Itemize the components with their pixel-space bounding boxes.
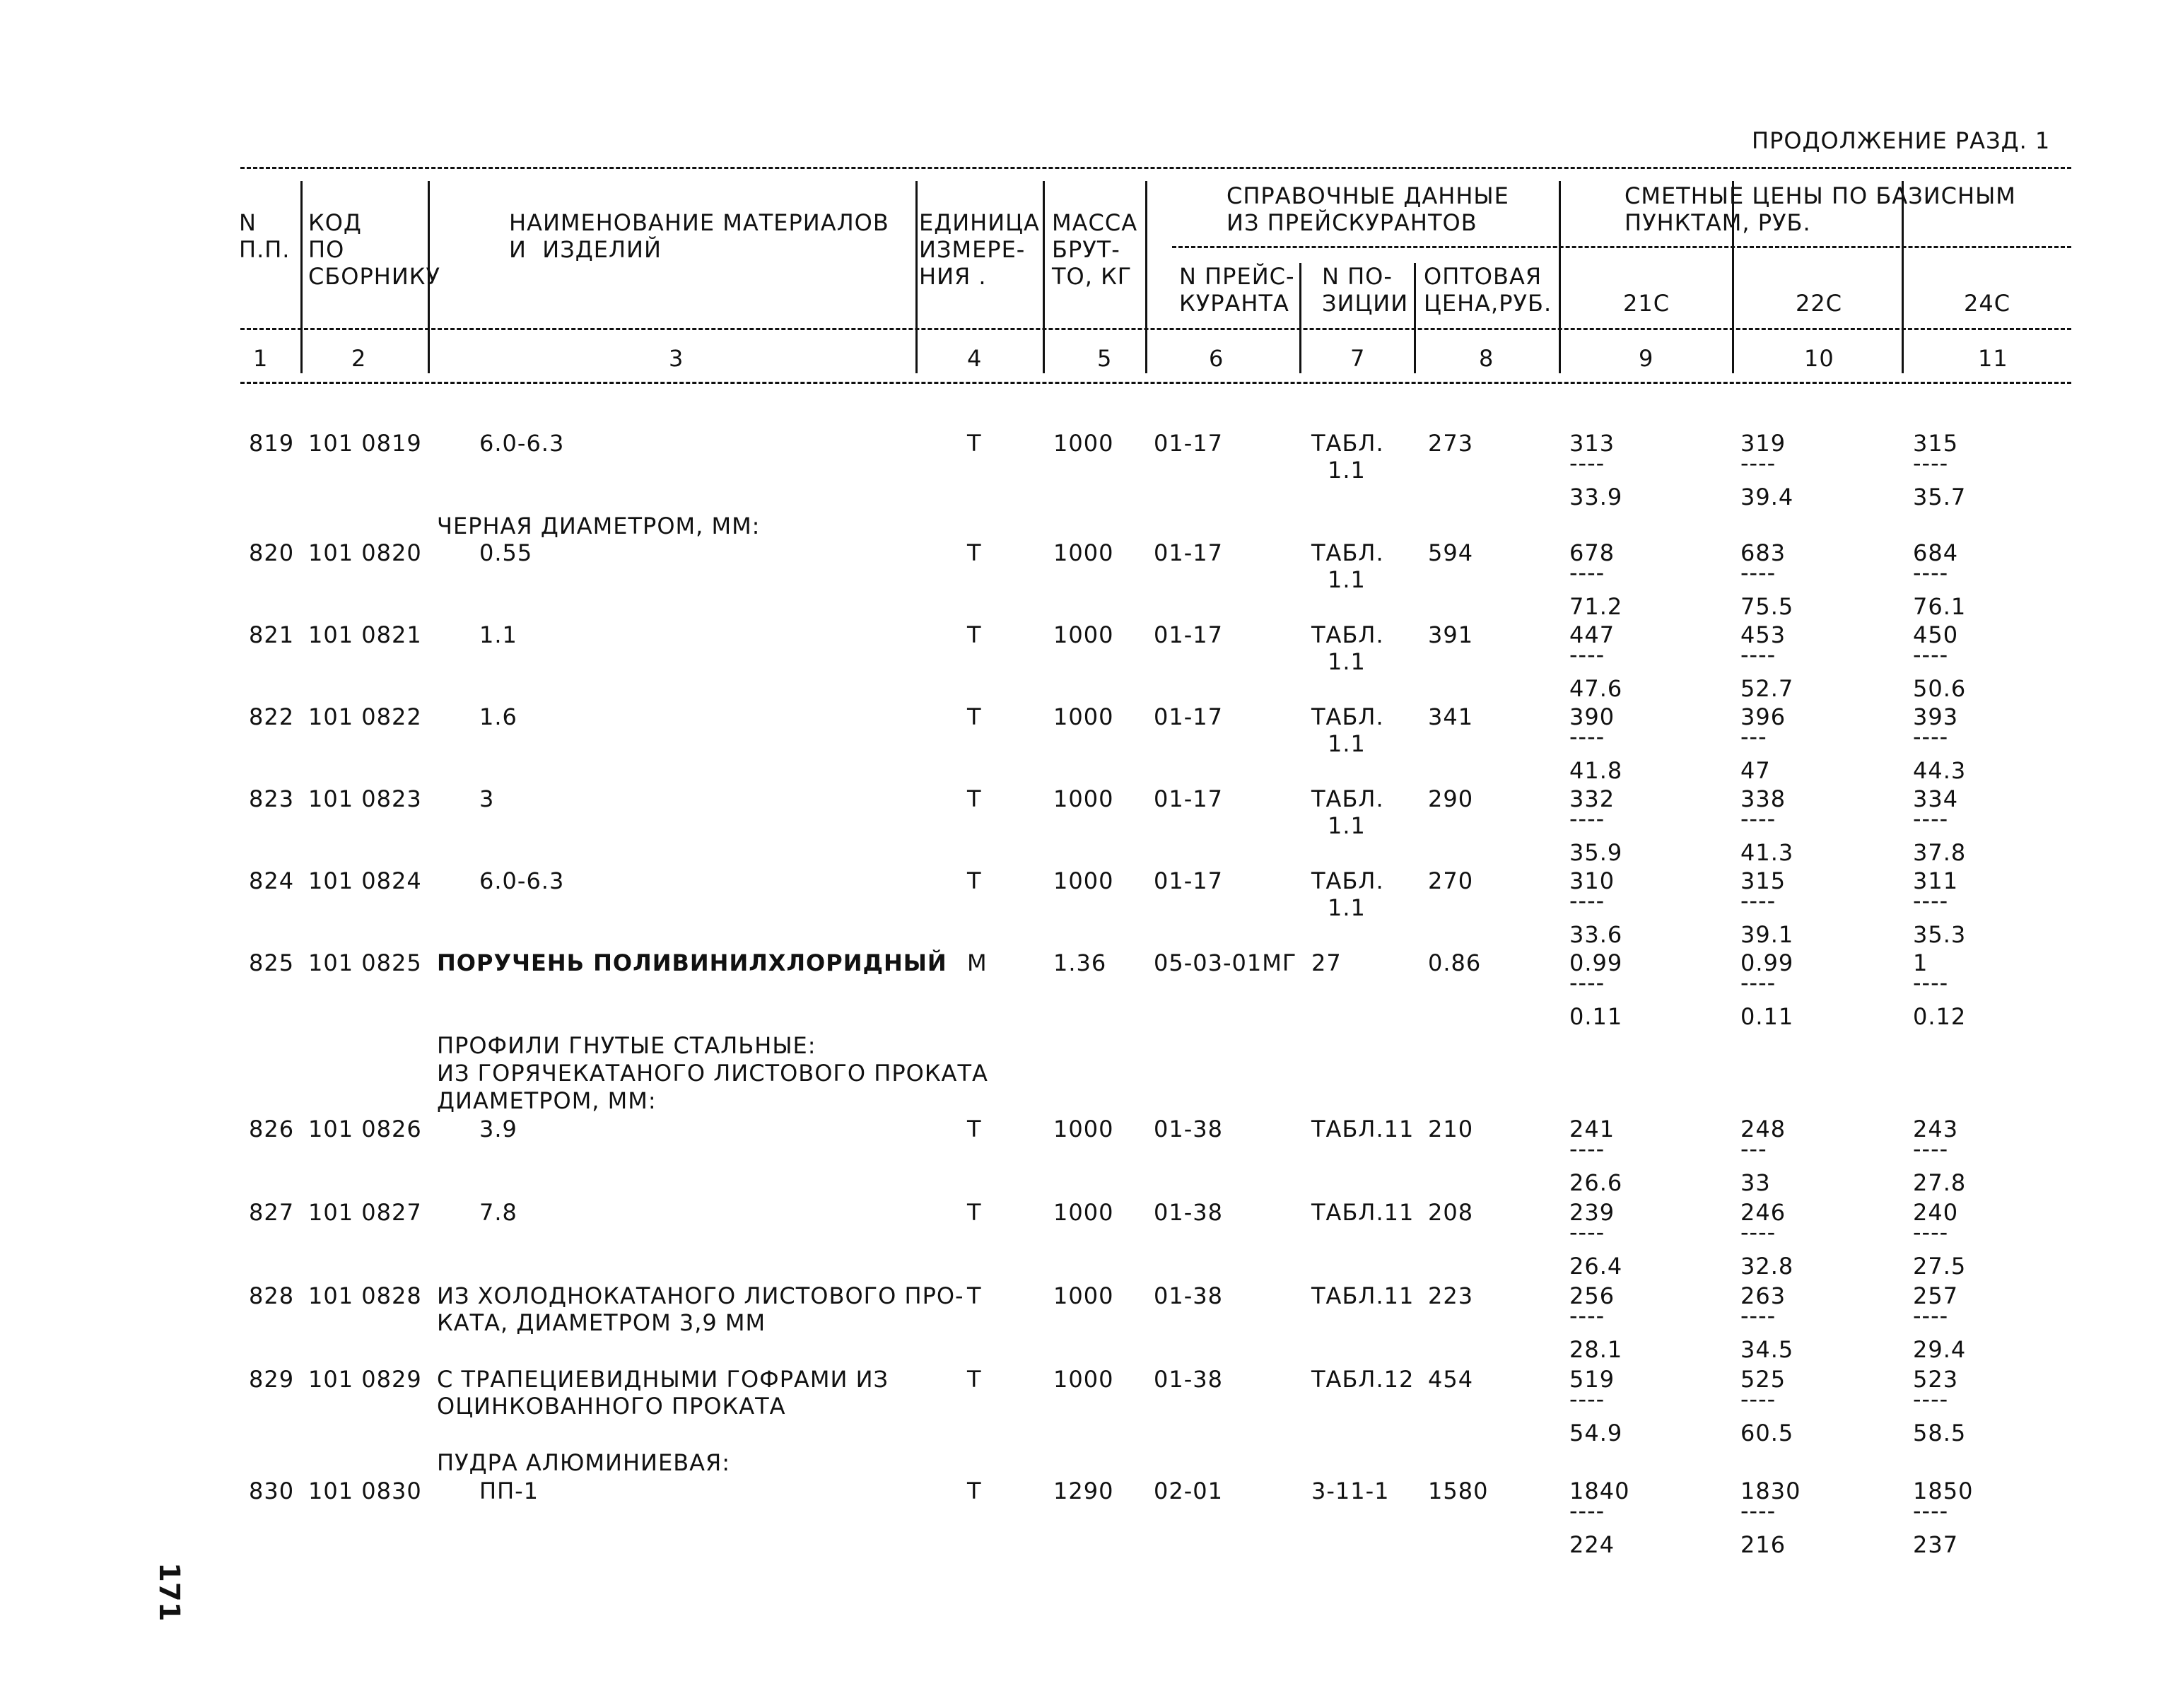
fraction-bar: ---- bbox=[1913, 969, 1949, 996]
row-wholesale-price: 208 bbox=[1428, 1199, 1474, 1226]
fraction-bar: ---- bbox=[1569, 1219, 1605, 1246]
estimate-transport-24: 237 bbox=[1913, 1531, 1959, 1558]
estimate-transport-22: 41.3 bbox=[1740, 839, 1794, 866]
estimate-transport-24: 29.4 bbox=[1913, 1336, 1967, 1363]
column-number: 3 bbox=[669, 345, 684, 372]
fraction-bar: ---- bbox=[1740, 641, 1776, 668]
row-unit: Т bbox=[967, 1366, 982, 1393]
row-name: ОЦИНКОВАННОГО ПРОКАТА bbox=[437, 1393, 786, 1420]
fraction-bar: ---- bbox=[1740, 559, 1776, 586]
fraction-bar: ---- bbox=[1740, 1386, 1776, 1412]
estimate-transport-21: 47.6 bbox=[1569, 675, 1623, 702]
fraction-bar: ---- bbox=[1569, 450, 1605, 476]
row-price-list: 01-17 bbox=[1154, 539, 1223, 566]
row-price-list: 01-38 bbox=[1154, 1282, 1223, 1309]
fraction-bar: ---- bbox=[1569, 887, 1605, 914]
fraction-bar: ---- bbox=[1913, 641, 1949, 668]
header-21c: 21С bbox=[1623, 290, 1670, 317]
header-position: N ПО- bbox=[1322, 263, 1393, 290]
fraction-bar: ---- bbox=[1569, 723, 1605, 750]
section-heading: ПРОФИЛИ ГНУТЫЕ СТАЛЬНЫЕ: bbox=[437, 1032, 816, 1059]
estimate-price-24: 334 bbox=[1913, 785, 1959, 812]
row-unit: Т bbox=[967, 785, 982, 812]
column-number: 10 bbox=[1804, 345, 1834, 372]
row-position: ТАБЛ. bbox=[1311, 703, 1384, 730]
row-code: 101 0822 bbox=[308, 703, 422, 730]
row-code: 101 0824 bbox=[308, 867, 422, 894]
header-wholesale: ЦЕНА,РУБ. bbox=[1424, 290, 1552, 317]
fraction-bar: ---- bbox=[1913, 559, 1949, 586]
row-price-list: 01-38 bbox=[1154, 1199, 1223, 1226]
estimate-transport-21: 0.11 bbox=[1569, 1003, 1623, 1030]
row-position: 1.1 bbox=[1328, 566, 1366, 593]
estimate-transport-21: 41.8 bbox=[1569, 757, 1623, 784]
estimate-price-24: 523 bbox=[1913, 1366, 1959, 1393]
row-mass: 1290 bbox=[1053, 1478, 1114, 1504]
row-mass: 1000 bbox=[1053, 539, 1114, 566]
fraction-bar: ---- bbox=[1569, 1497, 1605, 1524]
estimate-price-21: 390 bbox=[1569, 703, 1615, 730]
estimate-price-21: 519 bbox=[1569, 1366, 1615, 1393]
row-unit: М bbox=[967, 949, 988, 976]
column-number: 9 bbox=[1639, 345, 1654, 372]
row-wholesale-price: 210 bbox=[1428, 1116, 1474, 1142]
estimate-price-22: 248 bbox=[1740, 1116, 1786, 1142]
estimate-price-24: 393 bbox=[1913, 703, 1959, 730]
row-name: 3 bbox=[479, 785, 495, 812]
estimate-transport-21: 224 bbox=[1569, 1531, 1615, 1558]
row-mass: 1000 bbox=[1053, 703, 1114, 730]
column-number: 2 bbox=[351, 345, 367, 372]
estimate-transport-24: 27.5 bbox=[1913, 1253, 1967, 1280]
header-reference-group: СПРАВОЧНЫЕ ДАННЫЕ bbox=[1227, 182, 1509, 209]
section-heading: ПУДРА АЛЮМИНИЕВАЯ: bbox=[437, 1449, 731, 1476]
estimate-transport-24: 27.8 bbox=[1913, 1169, 1967, 1196]
row-number: 823 bbox=[249, 785, 295, 812]
row-name: ПП-1 bbox=[479, 1478, 539, 1504]
fraction-bar: ---- bbox=[1740, 969, 1776, 996]
estimate-price-22: 319 bbox=[1740, 430, 1786, 457]
row-number: 830 bbox=[249, 1478, 295, 1504]
fraction-bar: ---- bbox=[1569, 1302, 1605, 1329]
row-number: 828 bbox=[249, 1282, 295, 1309]
row-price-list: 02-01 bbox=[1154, 1478, 1223, 1504]
column-number: 6 bbox=[1209, 345, 1224, 372]
header-mass: ТО, КГ bbox=[1052, 263, 1132, 290]
estimate-price-24: 243 bbox=[1913, 1116, 1959, 1142]
row-mass: 1000 bbox=[1053, 867, 1114, 894]
row-code: 101 0825 bbox=[308, 949, 422, 976]
row-position: 3-11-1 bbox=[1311, 1478, 1390, 1504]
row-wholesale-price: 454 bbox=[1428, 1366, 1474, 1393]
fraction-bar: ---- bbox=[1740, 1302, 1776, 1329]
estimate-transport-22: 0.11 bbox=[1740, 1003, 1794, 1030]
row-unit: Т bbox=[967, 1478, 982, 1504]
column-separator bbox=[1559, 181, 1561, 373]
estimate-transport-21: 26.6 bbox=[1569, 1169, 1623, 1196]
row-number: 824 bbox=[249, 867, 295, 894]
fraction-bar: ---- bbox=[1740, 805, 1776, 832]
header-code: КОД bbox=[308, 209, 362, 236]
header-mass: МАССА bbox=[1052, 209, 1138, 236]
estimate-price-21: 239 bbox=[1569, 1199, 1615, 1226]
row-mass: 1000 bbox=[1053, 621, 1114, 648]
row-price-list: 01-17 bbox=[1154, 703, 1223, 730]
row-mass: 1000 bbox=[1053, 1366, 1114, 1393]
row-mass: 1000 bbox=[1053, 785, 1114, 812]
section-heading: ДИАМЕТРОМ, ММ: bbox=[437, 1087, 657, 1114]
row-position: ТАБЛ. bbox=[1311, 621, 1384, 648]
header-pp: П.П. bbox=[239, 236, 291, 263]
row-mass: 1000 bbox=[1053, 1199, 1114, 1226]
estimate-price-24: 240 bbox=[1913, 1199, 1959, 1226]
fraction-bar: ---- bbox=[1740, 450, 1776, 476]
row-position: 1.1 bbox=[1328, 730, 1366, 757]
column-number: 11 bbox=[1978, 345, 2008, 372]
row-price-list: 01-38 bbox=[1154, 1366, 1223, 1393]
estimate-transport-22: 52.7 bbox=[1740, 675, 1794, 702]
row-price-list: 01-17 bbox=[1154, 867, 1223, 894]
column-separator bbox=[300, 181, 303, 373]
estimate-transport-24: 76.1 bbox=[1913, 593, 1967, 620]
estimate-transport-22: 47 bbox=[1740, 757, 1771, 784]
row-position: ТАБЛ. bbox=[1311, 785, 1384, 812]
row-position: 1.1 bbox=[1328, 457, 1366, 484]
estimate-price-21: 310 bbox=[1569, 867, 1615, 894]
row-code: 101 0820 bbox=[308, 539, 422, 566]
header-unit: ИЗМЕРЕ- bbox=[919, 236, 1026, 263]
fraction-bar: ---- bbox=[1913, 805, 1949, 832]
row-position: ТАБЛ. bbox=[1311, 539, 1384, 566]
header-price-group: СМЕТНЫЕ ЦЕНЫ ПО БАЗИСНЫМ bbox=[1624, 182, 2016, 209]
header-position: ЗИЦИИ bbox=[1322, 290, 1409, 317]
row-unit: Т bbox=[967, 703, 982, 730]
header-code: СБОРНИКУ bbox=[308, 263, 440, 290]
column-number: 8 bbox=[1479, 345, 1494, 372]
header-price-list: N ПРЕЙС- bbox=[1179, 263, 1295, 290]
estimate-price-24: 1850 bbox=[1913, 1478, 1974, 1504]
row-price-list: 01-17 bbox=[1154, 785, 1223, 812]
column-numbers-rule bbox=[240, 382, 2071, 384]
row-mass: 1000 bbox=[1053, 430, 1114, 457]
row-price-list: 01-38 bbox=[1154, 1116, 1223, 1142]
row-position: 1.1 bbox=[1328, 894, 1366, 921]
estimate-price-24: 257 bbox=[1913, 1282, 1959, 1309]
row-mass: 1000 bbox=[1053, 1116, 1114, 1142]
row-position: ТАБЛ. bbox=[1311, 867, 1384, 894]
row-wholesale-price: 270 bbox=[1428, 867, 1474, 894]
row-number: 827 bbox=[249, 1199, 295, 1226]
row-position: ТАБЛ.11 bbox=[1311, 1116, 1415, 1142]
fraction-bar: ---- bbox=[1913, 1219, 1949, 1246]
row-mass: 1000 bbox=[1053, 1282, 1114, 1309]
header-unit: НИЯ . bbox=[919, 263, 987, 290]
estimate-transport-24: 0.12 bbox=[1913, 1003, 1967, 1030]
fraction-bar: ---- bbox=[1569, 805, 1605, 832]
row-name: 6.0-6.3 bbox=[479, 430, 565, 457]
row-unit: Т bbox=[967, 430, 982, 457]
continuation-note: ПРОДОЛЖЕНИЕ РАЗД. 1 bbox=[1752, 127, 2051, 154]
fraction-bar: ---- bbox=[1913, 1135, 1949, 1162]
header-code: ПО bbox=[308, 236, 345, 263]
estimate-transport-22: 39.1 bbox=[1740, 921, 1794, 948]
row-name: 1.6 bbox=[479, 703, 517, 730]
table-top-rule bbox=[240, 167, 2071, 169]
estimate-transport-22: 32.8 bbox=[1740, 1253, 1794, 1280]
fraction-bar: ---- bbox=[1740, 1219, 1776, 1246]
row-position: ТАБЛ.11 bbox=[1311, 1282, 1415, 1309]
column-number: 1 bbox=[253, 345, 269, 372]
row-code: 101 0823 bbox=[308, 785, 422, 812]
row-mass: 1.36 bbox=[1053, 949, 1107, 976]
estimate-price-22: 1830 bbox=[1740, 1478, 1801, 1504]
row-number: 819 bbox=[249, 430, 295, 457]
estimate-price-22: 525 bbox=[1740, 1366, 1786, 1393]
fraction-bar: ---- bbox=[1913, 1302, 1949, 1329]
fraction-bar: ---- bbox=[1740, 887, 1776, 914]
column-number: 5 bbox=[1097, 345, 1113, 372]
row-wholesale-price: 341 bbox=[1428, 703, 1474, 730]
header-n: N bbox=[239, 209, 257, 236]
row-position: 27 bbox=[1311, 949, 1342, 976]
column-number: 4 bbox=[967, 345, 983, 372]
estimate-price-22: 453 bbox=[1740, 621, 1786, 648]
row-name: ПОРУЧЕНЬ ПОЛИВИНИЛХЛОРИДНЫЙ bbox=[437, 949, 947, 976]
row-price-list: 05-03-01МГ bbox=[1154, 949, 1297, 976]
fraction-bar: --- bbox=[1740, 723, 1767, 750]
column-separator bbox=[915, 181, 918, 373]
row-name: 0.55 bbox=[479, 539, 533, 566]
estimate-price-22: 338 bbox=[1740, 785, 1786, 812]
row-name: 7.8 bbox=[479, 1199, 517, 1226]
estimate-transport-24: 35.3 bbox=[1913, 921, 1967, 948]
estimate-price-24: 1 bbox=[1913, 949, 1928, 976]
estimate-price-22: 263 bbox=[1740, 1282, 1786, 1309]
fraction-bar: ---- bbox=[1913, 1386, 1949, 1412]
column-separator bbox=[1414, 263, 1416, 373]
estimate-transport-22: 75.5 bbox=[1740, 593, 1794, 620]
header-name: И ИЗДЕЛИЙ bbox=[509, 236, 662, 263]
header-price-group: ПУНКТАМ, РУБ. bbox=[1624, 209, 1811, 236]
row-number: 822 bbox=[249, 703, 295, 730]
row-number: 826 bbox=[249, 1116, 295, 1142]
row-position: ТАБЛ.12 bbox=[1311, 1366, 1415, 1393]
estimate-price-24: 311 bbox=[1913, 867, 1959, 894]
row-price-list: 01-17 bbox=[1154, 430, 1223, 457]
estimate-transport-22: 60.5 bbox=[1740, 1420, 1794, 1446]
row-number: 825 bbox=[249, 949, 295, 976]
page-number: 171 bbox=[153, 1562, 185, 1622]
row-number: 829 bbox=[249, 1366, 295, 1393]
row-code: 101 0830 bbox=[308, 1478, 422, 1504]
estimate-price-22: 315 bbox=[1740, 867, 1786, 894]
row-code: 101 0827 bbox=[308, 1199, 422, 1226]
row-name: 3.9 bbox=[479, 1116, 517, 1142]
fraction-bar: ---- bbox=[1569, 559, 1605, 586]
row-number: 821 bbox=[249, 621, 295, 648]
column-separator bbox=[1043, 181, 1045, 373]
row-wholesale-price: 0.86 bbox=[1428, 949, 1482, 976]
fraction-bar: ---- bbox=[1913, 450, 1949, 476]
estimate-price-22: 246 bbox=[1740, 1199, 1786, 1226]
estimate-transport-22: 33 bbox=[1740, 1169, 1771, 1196]
row-code: 101 0826 bbox=[308, 1116, 422, 1142]
estimate-transport-21: 28.1 bbox=[1569, 1336, 1623, 1363]
fraction-bar: ---- bbox=[1569, 969, 1605, 996]
row-wholesale-price: 290 bbox=[1428, 785, 1474, 812]
fraction-bar: ---- bbox=[1569, 1135, 1605, 1162]
estimate-price-21: 678 bbox=[1569, 539, 1615, 566]
estimate-price-24: 450 bbox=[1913, 621, 1959, 648]
fraction-bar: ---- bbox=[1913, 723, 1949, 750]
header-mass: БРУТ- bbox=[1052, 236, 1120, 263]
estimate-transport-21: 33.9 bbox=[1569, 484, 1623, 510]
estimate-price-24: 315 bbox=[1913, 430, 1959, 457]
row-name: 1.1 bbox=[479, 621, 517, 648]
estimate-price-21: 313 bbox=[1569, 430, 1615, 457]
row-wholesale-price: 223 bbox=[1428, 1282, 1474, 1309]
estimate-price-22: 396 bbox=[1740, 703, 1786, 730]
fraction-bar: ---- bbox=[1569, 641, 1605, 668]
fraction-bar: ---- bbox=[1740, 1497, 1776, 1524]
estimate-transport-21: 35.9 bbox=[1569, 839, 1623, 866]
fraction-bar: ---- bbox=[1913, 887, 1949, 914]
row-name: ИЗ ХОЛОДНОКАТАНОГО ЛИСТОВОГО ПРО- bbox=[437, 1282, 964, 1309]
row-position: ТАБЛ. bbox=[1311, 430, 1384, 457]
row-code: 101 0828 bbox=[308, 1282, 422, 1309]
estimate-price-21: 1840 bbox=[1569, 1478, 1630, 1504]
header-name: НАИМЕНОВАНИЕ МАТЕРИАЛОВ bbox=[509, 209, 889, 236]
estimate-transport-22: 216 bbox=[1740, 1531, 1786, 1558]
column-separator bbox=[1145, 181, 1147, 373]
estimate-transport-21: 54.9 bbox=[1569, 1420, 1623, 1446]
header-wholesale: ОПТОВАЯ bbox=[1424, 263, 1542, 290]
estimate-transport-24: 44.3 bbox=[1913, 757, 1967, 784]
row-name: С ТРАПЕЦИЕВИДНЫМИ ГОФРАМИ ИЗ bbox=[437, 1366, 889, 1393]
estimate-price-21: 332 bbox=[1569, 785, 1615, 812]
row-unit: Т bbox=[967, 1282, 982, 1309]
header-bottom-rule bbox=[240, 328, 2071, 330]
row-wholesale-price: 391 bbox=[1428, 621, 1474, 648]
estimate-price-21: 0.99 bbox=[1569, 949, 1623, 976]
header-24c: 24С bbox=[1964, 290, 2011, 317]
row-code: 101 0819 bbox=[308, 430, 422, 457]
header-reference-group: ИЗ ПРЕЙСКУРАНТОВ bbox=[1227, 209, 1477, 236]
estimate-transport-21: 71.2 bbox=[1569, 593, 1623, 620]
section-heading: ЧЕРНАЯ ДИАМЕТРОМ, ММ: bbox=[437, 513, 761, 539]
estimate-price-22: 683 bbox=[1740, 539, 1786, 566]
estimate-transport-24: 35.7 bbox=[1913, 484, 1967, 510]
row-name: КАТА, ДИАМЕТРОМ 3,9 ММ bbox=[437, 1309, 766, 1336]
row-position: ТАБЛ.11 bbox=[1311, 1199, 1415, 1226]
estimate-transport-24: 50.6 bbox=[1913, 675, 1967, 702]
estimate-transport-21: 26.4 bbox=[1569, 1253, 1623, 1280]
row-wholesale-price: 273 bbox=[1428, 430, 1474, 457]
estimate-price-24: 684 bbox=[1913, 539, 1959, 566]
column-separator bbox=[1902, 181, 1904, 373]
row-unit: Т bbox=[967, 1116, 982, 1142]
header-unit: ЕДИНИЦА bbox=[919, 209, 1040, 236]
header-22c: 22С bbox=[1796, 290, 1843, 317]
row-unit: Т bbox=[967, 539, 982, 566]
row-wholesale-price: 594 bbox=[1428, 539, 1474, 566]
row-price-list: 01-17 bbox=[1154, 621, 1223, 648]
estimate-price-22: 0.99 bbox=[1740, 949, 1794, 976]
estimate-transport-24: 58.5 bbox=[1913, 1420, 1967, 1446]
estimate-transport-24: 37.8 bbox=[1913, 839, 1967, 866]
section-heading: ИЗ ГОРЯЧЕКАТАНОГО ЛИСТОВОГО ПРОКАТА bbox=[437, 1060, 988, 1087]
column-separator bbox=[1299, 263, 1301, 373]
fraction-bar: --- bbox=[1740, 1135, 1767, 1162]
row-name: 6.0-6.3 bbox=[479, 867, 565, 894]
column-number: 7 bbox=[1350, 345, 1366, 372]
row-code: 101 0821 bbox=[308, 621, 422, 648]
header-price-list: КУРАНТА bbox=[1179, 290, 1289, 317]
estimate-transport-21: 33.6 bbox=[1569, 921, 1623, 948]
row-position: 1.1 bbox=[1328, 812, 1366, 839]
group-subheader-rule bbox=[1172, 246, 2071, 248]
estimate-transport-22: 39.4 bbox=[1740, 484, 1794, 510]
fraction-bar: ---- bbox=[1913, 1497, 1949, 1524]
row-wholesale-price: 1580 bbox=[1428, 1478, 1489, 1504]
row-code: 101 0829 bbox=[308, 1366, 422, 1393]
row-unit: Т bbox=[967, 621, 982, 648]
estimate-price-21: 256 bbox=[1569, 1282, 1615, 1309]
row-unit: Т bbox=[967, 1199, 982, 1226]
row-number: 820 bbox=[249, 539, 295, 566]
estimate-transport-22: 34.5 bbox=[1740, 1336, 1794, 1363]
fraction-bar: ---- bbox=[1569, 1386, 1605, 1412]
estimate-price-21: 241 bbox=[1569, 1116, 1615, 1142]
row-position: 1.1 bbox=[1328, 648, 1366, 675]
estimate-price-21: 447 bbox=[1569, 621, 1615, 648]
row-unit: Т bbox=[967, 867, 982, 894]
